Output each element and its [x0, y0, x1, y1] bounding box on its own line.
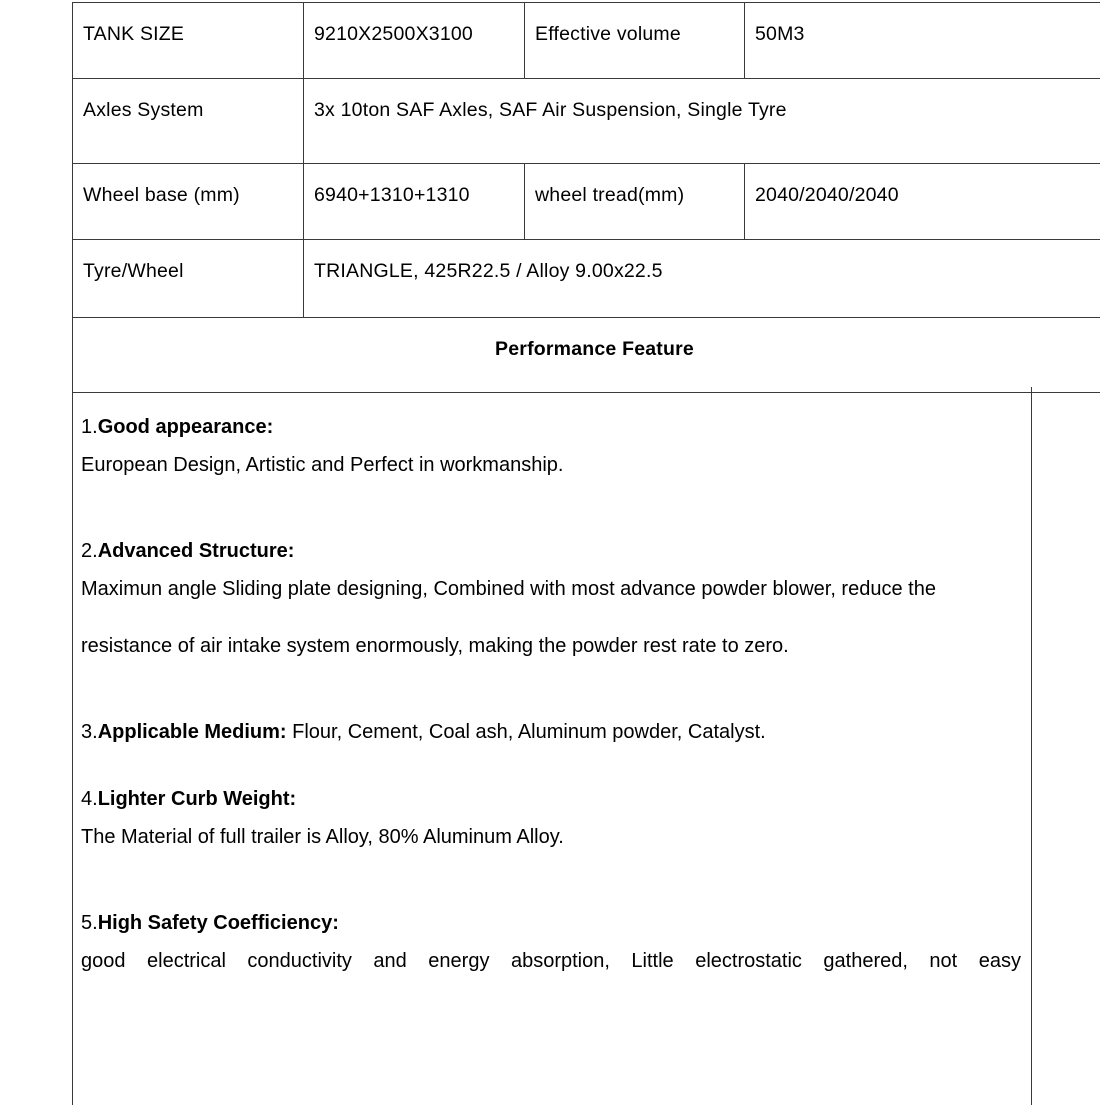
table-row: [73, 79, 1100, 164]
specification-table-body: [73, 3, 1100, 393]
feature-heading-text: High Safety Coefficiency:: [97, 912, 339, 934]
cell-text: Wheel base (mm): [83, 184, 240, 206]
feature-heading-2: [81, 541, 1021, 561]
cell-tank-size-value: [304, 3, 525, 79]
table-row: [73, 318, 1100, 393]
cell-text: 2040/2040/2040: [755, 184, 899, 206]
cell-tyre-wheel-label: [73, 240, 304, 318]
cell-axles-system-label: [73, 79, 304, 164]
cell-wheel-tread-label: [525, 164, 745, 240]
cell-text: TANK SIZE: [83, 23, 185, 45]
feature-index: 5.: [81, 912, 98, 934]
spacer: [81, 866, 1021, 913]
feature-body-1: European Design, Artistic and Perfect in workmanship.: [81, 454, 564, 476]
feature-heading-text: Applicable Medium:: [97, 721, 287, 743]
cell-axles-system-value: [304, 79, 1100, 164]
performance-feature-body-inner: [73, 387, 1031, 990]
table-row: [73, 3, 1100, 79]
cell-tank-size-label: [73, 3, 304, 79]
performance-feature-header: [73, 318, 1100, 393]
section-header-text: Performance Feature: [495, 338, 694, 360]
specification-table: [72, 2, 1100, 393]
feature-body-5: good electrical conductivity and energy absorption, Little electrostatic gathered, not easy: [81, 950, 1021, 972]
feature-heading-1: [81, 417, 1021, 437]
cell-text: TRIANGLE, 425R22.5 / Alloy 9.00x22.5: [314, 260, 663, 282]
cell-text: Effective volume: [535, 23, 681, 45]
feature-heading-3: [81, 722, 1021, 742]
cell-effective-volume-label: [525, 3, 745, 79]
feature-index: 2.: [81, 540, 98, 562]
feature-heading-text: Advanced Structure:: [97, 540, 295, 562]
cell-text: 9210X2500X3100: [314, 23, 473, 45]
spacer: [81, 675, 1021, 722]
feature-index: 1.: [81, 416, 98, 438]
feature-body-2: Maximun angle Sliding plate designing, Combined with most advance powder blower, reduce the resistance of air intake system enormously, making the powder rest rate to zero.: [81, 578, 936, 657]
feature-body-3: Flour, Cement, Coal ash, Aluminum powder, Catalyst.: [286, 721, 766, 743]
spacer: [81, 387, 1021, 417]
table-row: [73, 240, 1100, 318]
feature-body-4: The Material of full trailer is Alloy, 80% Aluminum Alloy.: [81, 826, 564, 848]
feature-index: 4.: [81, 788, 98, 810]
performance-feature-body: [72, 387, 1032, 1105]
feature-heading-text: Good appearance:: [97, 416, 274, 438]
cell-tyre-wheel-value: [304, 240, 1100, 318]
table-row: [73, 164, 1100, 240]
spacer: [81, 494, 1021, 541]
cell-effective-volume-value: [745, 3, 1100, 79]
cell-wheel-base-label: [73, 164, 304, 240]
cell-text: Axles System: [83, 99, 204, 121]
feature-heading-5: [81, 913, 1021, 933]
cell-text: Tyre/Wheel: [83, 260, 184, 282]
feature-heading-4: [81, 789, 1021, 809]
feature-index: 3.: [81, 721, 98, 743]
cell-text: wheel tread(mm): [535, 184, 685, 206]
cell-wheel-base-value: [304, 164, 525, 240]
feature-heading-text: Lighter Curb Weight:: [97, 788, 297, 810]
spacer: [81, 742, 1021, 789]
cell-text: 3x 10ton SAF Axles, SAF Air Suspension, Single Tyre: [314, 99, 787, 121]
cell-wheel-tread-value: [745, 164, 1100, 240]
cell-text: 50M3: [755, 23, 805, 45]
cell-text: 6940+1310+1310: [314, 184, 470, 206]
